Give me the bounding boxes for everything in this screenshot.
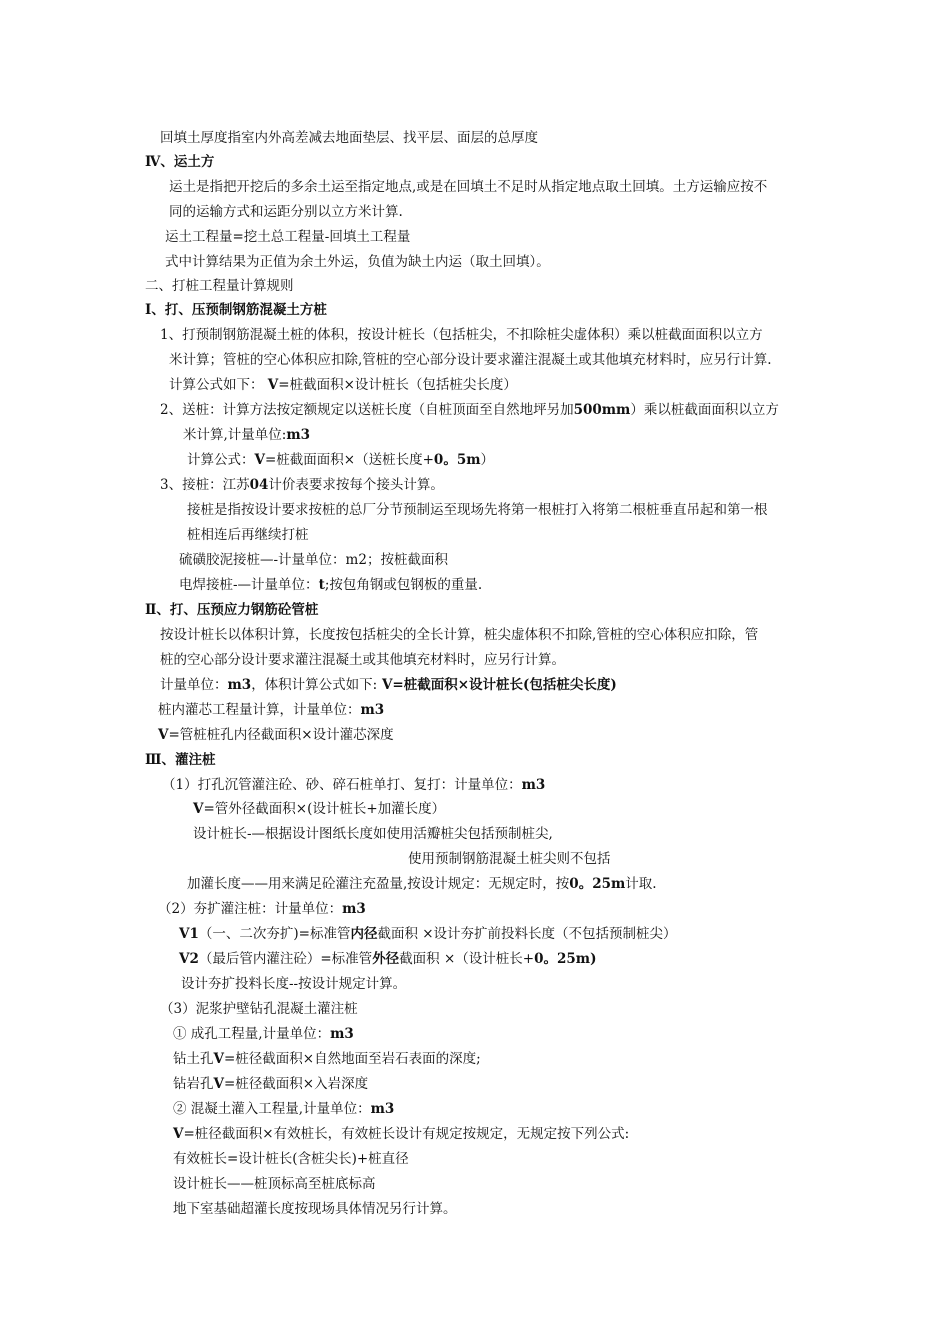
text-line-pipe-pile-formula: 计量单位：m3，体积计算公式如下: V=桩截面积×设计桩长(包括桩尖长度) xyxy=(160,677,617,693)
text-line-precast-formula: 计算公式如下： V=桩截面积×设计桩长（包括桩尖长度） xyxy=(169,377,517,393)
text-line-send-pile-2: 米计算,计量单位:m3 xyxy=(183,427,311,443)
text-line-sulfur-joint: 硫磺胶泥接桩—-计量单位：m2；按桩截面积 xyxy=(179,552,448,568)
text-line-design-length-def: 设计桩长——桩顶标高至桩底标高 xyxy=(173,1176,376,1192)
text-line-joint-pile-desc-1: 接桩是指按设计要求按桩的总厂分节预制运至现场先将第一根桩打入将第二根桩垂直吊起和第一根 xyxy=(187,502,768,518)
text-line-weld-joint: 电焊接桩-—计量单位：t;按包角钢或包钢板的重量. xyxy=(179,577,483,593)
text-line-overfill-length: 加灌长度——用来满足砼灌注充盈量,按设计规定：无规定时，按0。25m计取. xyxy=(187,876,657,892)
text-line-joint-pile: 3、接桩：江苏04计价表要求按每个接头计算。 xyxy=(160,477,444,493)
text-line-send-pile-1: 2、送桩：计算方法按定额规定以送桩长度（自桩顶面至自然地坪另加500mm）乘以桩截面面积以立方 xyxy=(160,402,779,418)
text-line-soil-hole: 钻土孔V=桩径截面积×自然地面至岩石表面的深度; xyxy=(173,1051,481,1067)
text-line-rammed-v2: V2（最后管内灌注砼）=标准管外径截面积 ×（设计桩长+0。25m) xyxy=(179,951,597,967)
text-line-rock-hole: 钻岩孔V=桩径截面积×入岩深度 xyxy=(173,1076,369,1092)
text-line-bored-pile: （3）泥浆护壁钻孔混凝土灌注桩 xyxy=(160,1001,358,1017)
text-line-effective-length: 有效桩长=设计桩长(含桩尖长)+桩直径 xyxy=(173,1151,409,1167)
text-line-sunk-tube-pile: （1）打孔沉管灌注砼、砂、碎石桩单打、复打：计量单位：m3 xyxy=(162,777,546,793)
text-line-transport-note: 式中计算结果为正值为余土外运，负值为缺土内运（取土回填）。 xyxy=(165,254,550,270)
text-line-concrete-formula: V=桩径截面积×有效桩长，有效桩长设计有规定按规定，无规定按下列公式: xyxy=(173,1126,630,1142)
section-heading-iv-earth-transport: Ⅳ、运土方 xyxy=(145,154,215,170)
text-line-design-length-cont: 使用预制钢筋混凝土桩尖则不包括 xyxy=(408,851,611,867)
text-line-precast-2: 米计算；管桩的空心体积应扣除,管桩的空心部分设计要求灌注混凝土或其他填充材料时，应另行计算. xyxy=(169,352,772,368)
text-line-sunk-tube-formula: V=管外径截面积×(设计桩长+加灌长度） xyxy=(193,801,446,817)
text-line-rammed-v1: V1（一、二次夯扩)=标准管内径截面积 ×设计夯扩前投料长度（不包括预制桩尖） xyxy=(179,926,677,942)
text-line-rammed-pile: （2）夯扩灌注桩：计量单位：m3 xyxy=(158,901,366,917)
text-line-joint-pile-desc-2: 桩相连后再继续打桩 xyxy=(187,527,309,543)
text-line-pipe-pile-1: 按设计桩长以体积计算，长度按包括桩尖的全长计算，桩尖虚体积不扣除,管桩的空心体积应扣除，管 xyxy=(160,627,759,643)
text-line-transport-1: 运土是指把开挖后的多余土运至指定地点,或是在回填土不足时从指定地点取土回填。土方运输应按不 xyxy=(169,179,768,195)
text-line-send-pile-formula: 计算公式：V=桩截面面积×（送桩长度+0。5m） xyxy=(187,452,494,468)
text-line-pipe-pile-2: 桩的空心部分设计要求灌注混凝土或其他填充材料时，应另行计算。 xyxy=(160,652,565,668)
text-line-transport-formula: 运土工程量=挖土总工程量-回填土工程量 xyxy=(165,229,411,245)
section-heading-iii-cast-in-place-pile: Ⅲ、灌注桩 xyxy=(145,752,216,768)
text-line-concrete-quantity: ② 混凝土灌入工程量,计量单位：m3 xyxy=(173,1101,395,1117)
text-line-rammed-feed-length: 设计夯扩投料长度--按设计规定计算。 xyxy=(181,976,407,992)
section-heading-ii-prestressed-pipe-pile: Ⅱ、打、压预应力钢筋砼管桩 xyxy=(145,602,319,618)
text-line-backfill-thickness: 回填土厚度指室内外高差减去地面垫层、找平层、面层的总厚度 xyxy=(160,130,538,146)
text-line-core-fill-formula: V=管桩桩孔内径截面积×设计灌芯深度 xyxy=(158,727,394,743)
text-line-core-fill: 桩内灌芯工程量计算，计量单位：m3 xyxy=(158,702,385,718)
section-heading-i-precast-square-pile: Ⅰ、打、压预制钢筋混凝土方桩 xyxy=(145,302,327,318)
section-heading-two-piling-rules: 二、打桩工程量计算规则 xyxy=(145,278,294,294)
text-line-design-length: 设计桩长-—根据设计图纸长度如使用活瓣桩尖包括预制桩尖, xyxy=(193,826,553,842)
text-line-transport-2: 同的运输方式和运距分别以立方米计算. xyxy=(169,204,403,220)
text-line-precast-1: 1、打预制钢筋混凝土桩的体积，按设计桩长（包括桩尖，不扣除桩尖虚体积）乘以桩截面面积以立方 xyxy=(160,327,763,343)
text-line-hole-quantity: ① 成孔工程量,计量单位：m3 xyxy=(173,1026,354,1042)
text-line-basement-overfill: 地下室基础超灌长度按现场具体情况另行计算。 xyxy=(173,1201,457,1217)
